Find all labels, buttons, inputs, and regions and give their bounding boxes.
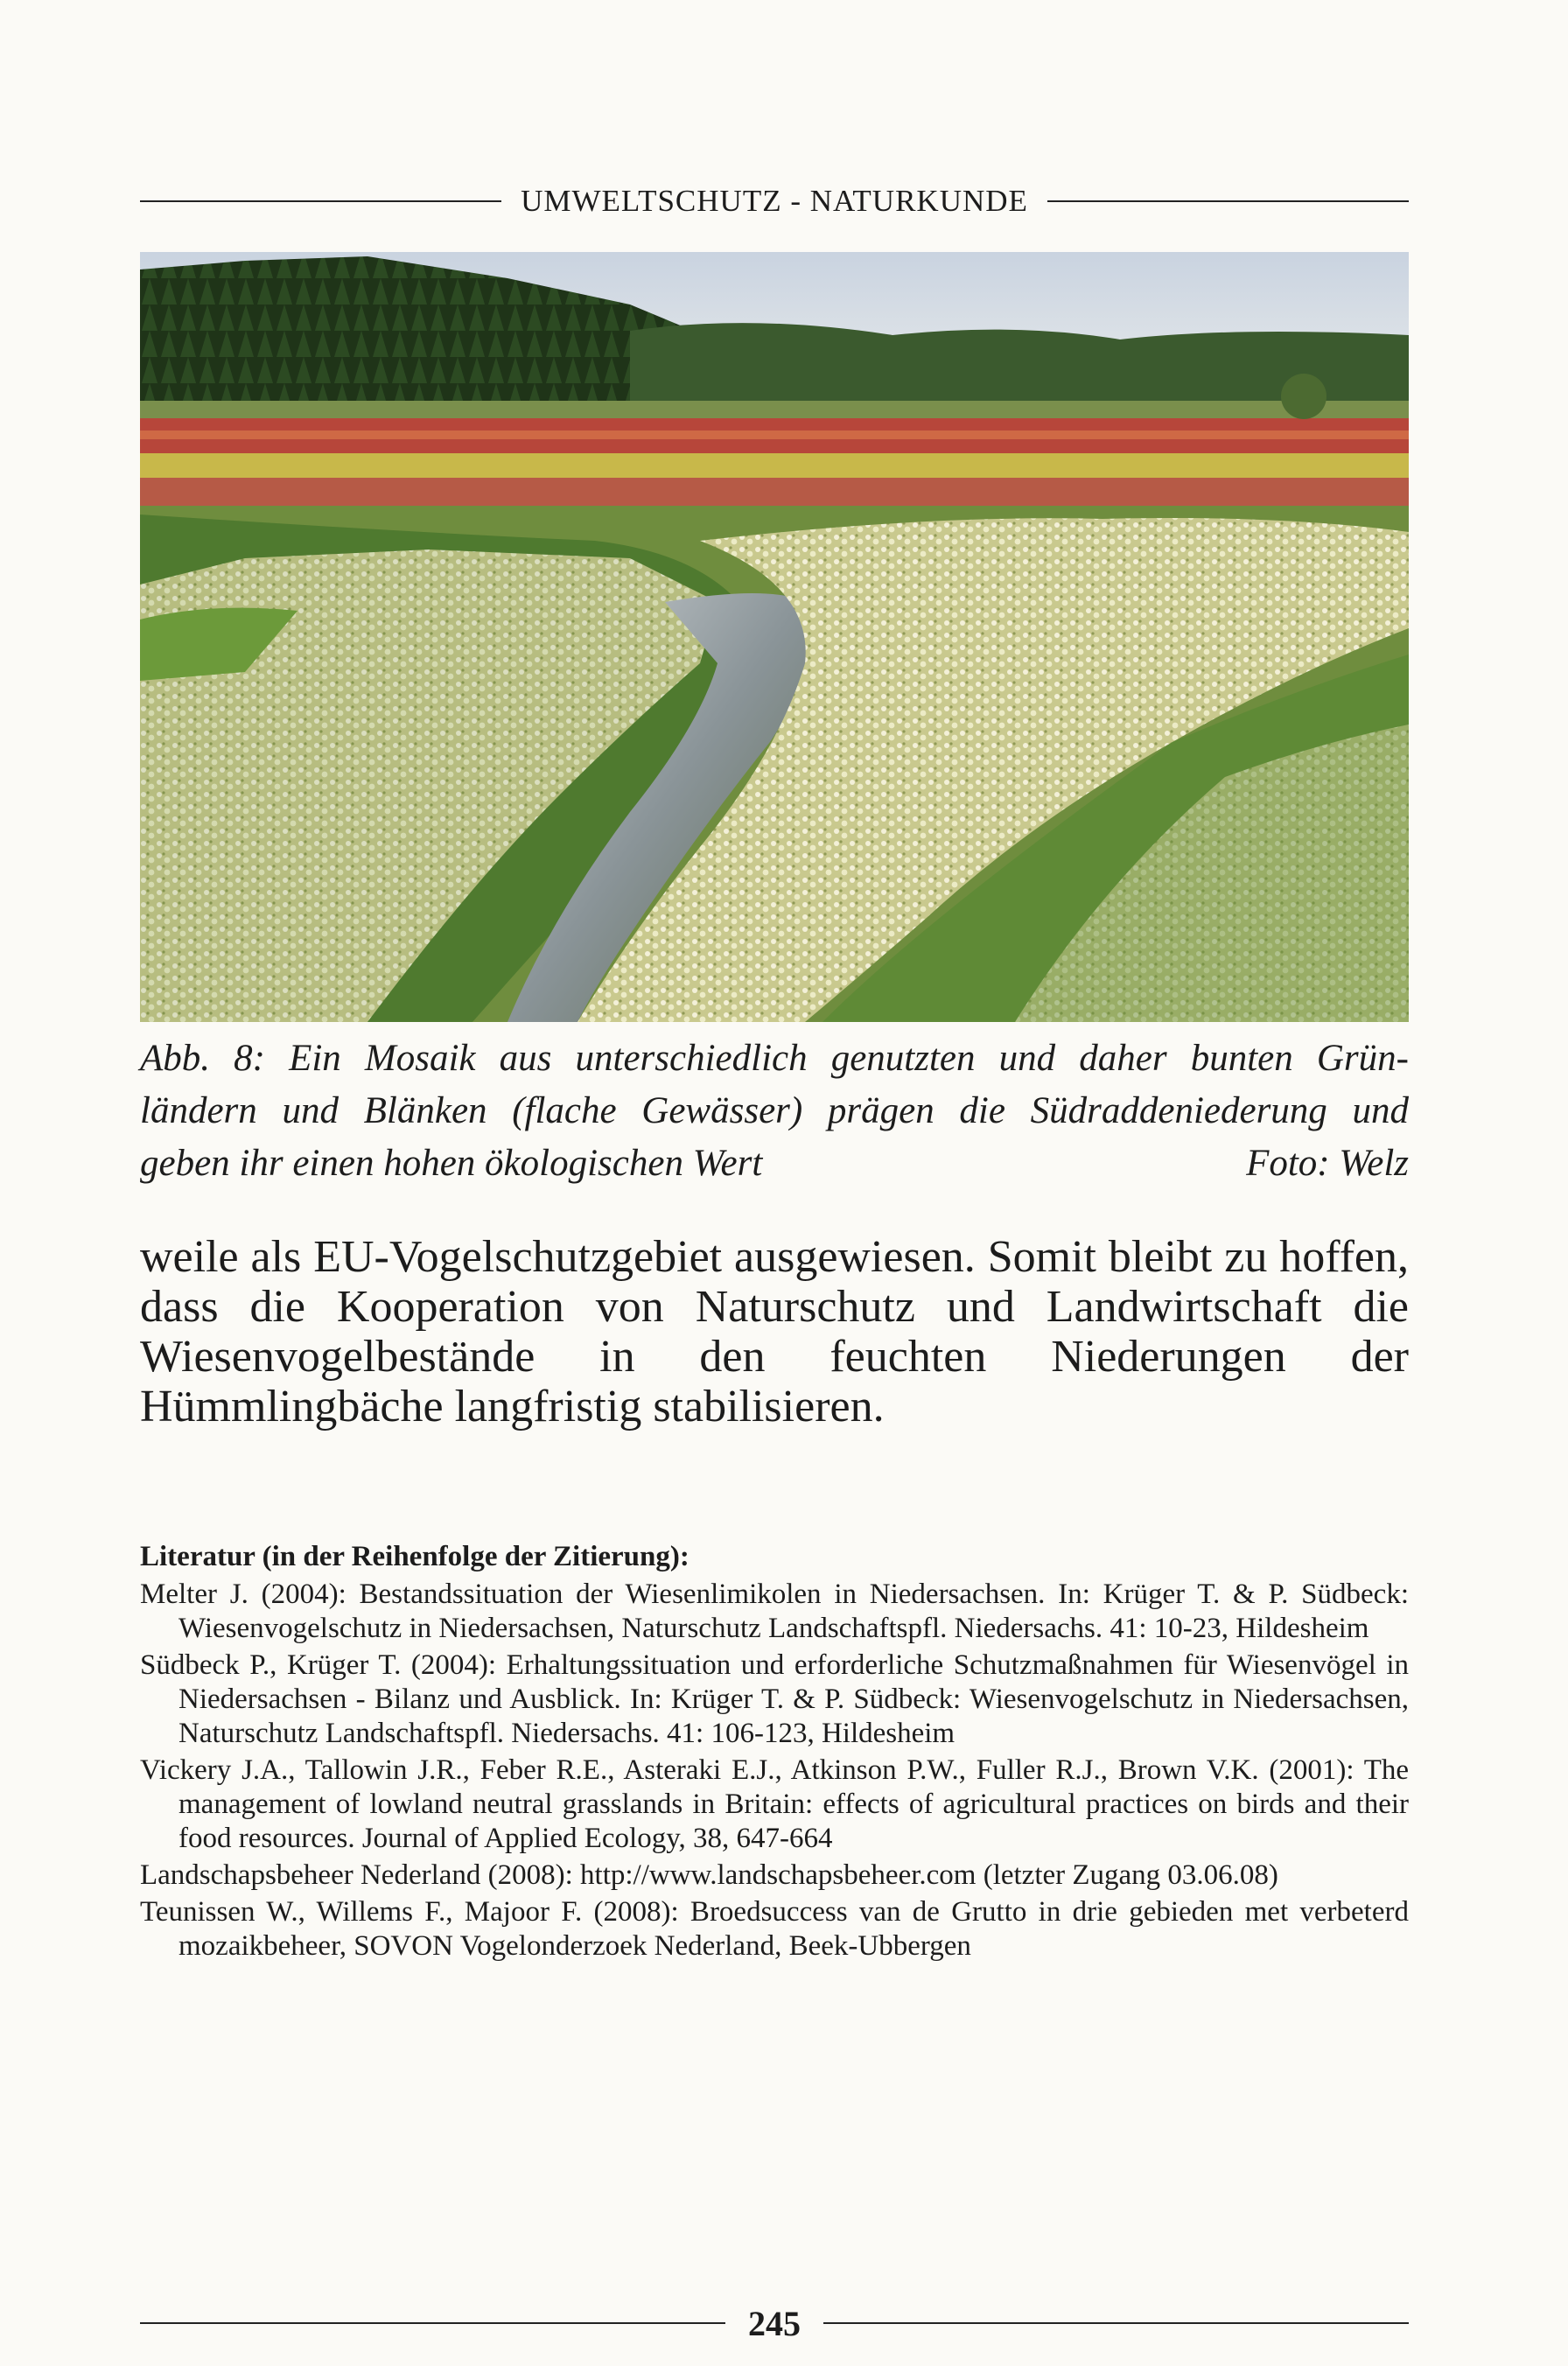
reference-item: Landschapsbeheer Nederland (2008): http://www.landschapsbeheer.com (letzter Zugang 03.06.08) [140, 1859, 1278, 1891]
landscape-photo [140, 252, 1409, 1022]
header-title: UMWELTSCHUTZ - NATURKUNDE [521, 184, 1028, 218]
caption-line: ländern und Blänken (flache Gewässer) prägen die Südraddeniederung und [140, 1090, 1409, 1131]
header-rule-left [140, 200, 501, 202]
photo-credit: Foto: Welz [1246, 1143, 1409, 1184]
reference-item: Vickery J.A., Tallowin J.R., Feber R.E., Asteraki E.J., Atkinson P.W., Fuller R.J., Brown V.K. (2001): The management of lowland neutral grasslands in Britain: effects of agricultural practices on birds and their food resources. Journal of Applied Ecology, 38, 647-664 [140, 1754, 1409, 1854]
body-paragraph [140, 1232, 1409, 1432]
running-header [140, 179, 1409, 223]
footer-rule-right [823, 2322, 1409, 2324]
reference-item: Südbeck P., Krüger T. (2004): Erhaltungssituation und erforderliche Schutzmaßnahmen für Wiesenvögel in Niedersachsen - Bilanz und Ausblick. In: Krüger T. & P. Südbeck: Wiesenvogelschutz in Niedersachsen, Naturschutz Landschaftspfl. Niedersachs. 41: 106-123, Hildesheim [140, 1649, 1409, 1749]
reference-item: Melter J. (2004): Bestandssituation der Wiesenlimikolen in Niedersachsen. In: Krüger T. & P. Südbeck: Wiesenvogelschutz in Niedersachsen, Naturschutz Landschaftspfl. Niedersachs. 41: 10-23, Hildesheim [140, 1578, 1409, 1644]
caption-line: geben ihr einen hohen ökologischen Wert [140, 1143, 763, 1184]
page-number: 245 [748, 2303, 801, 2343]
reference-item: Teunissen W., Willems F., Majoor F. (2008): Broedsuccess van de Grutto in drie gebieden met verbeterd mozaikbeheer, SOVON Vogelonderzoek Nederland, Beek-Ubbergen [140, 1896, 1409, 1962]
figure-caption [140, 1032, 1409, 1190]
header-rule-right [1047, 200, 1409, 202]
literature-heading: Literatur (in der Reihenfolge der Zitierung): [140, 1541, 690, 1572]
literature-section [140, 1540, 1409, 1966]
paragraph-text: weile als EU-Vogelschutzgebiet ausgewiesen. Somit bleibt zu hoffen, dass die Kooperation von Naturschutz und Landwirtschaft die Wiesenvogelbestände in den feuchten Niederungen der Hümmlingbäche langfristig stabilisieren. [140, 1232, 1409, 1432]
page-footer [140, 2301, 1409, 2345]
caption-last-line [140, 1138, 1409, 1190]
footer-rule-left [140, 2322, 725, 2324]
caption-line: Abb. 8: Ein Mosaik aus unterschiedlich genutzten und daher bunten Grün- [140, 1038, 1409, 1079]
